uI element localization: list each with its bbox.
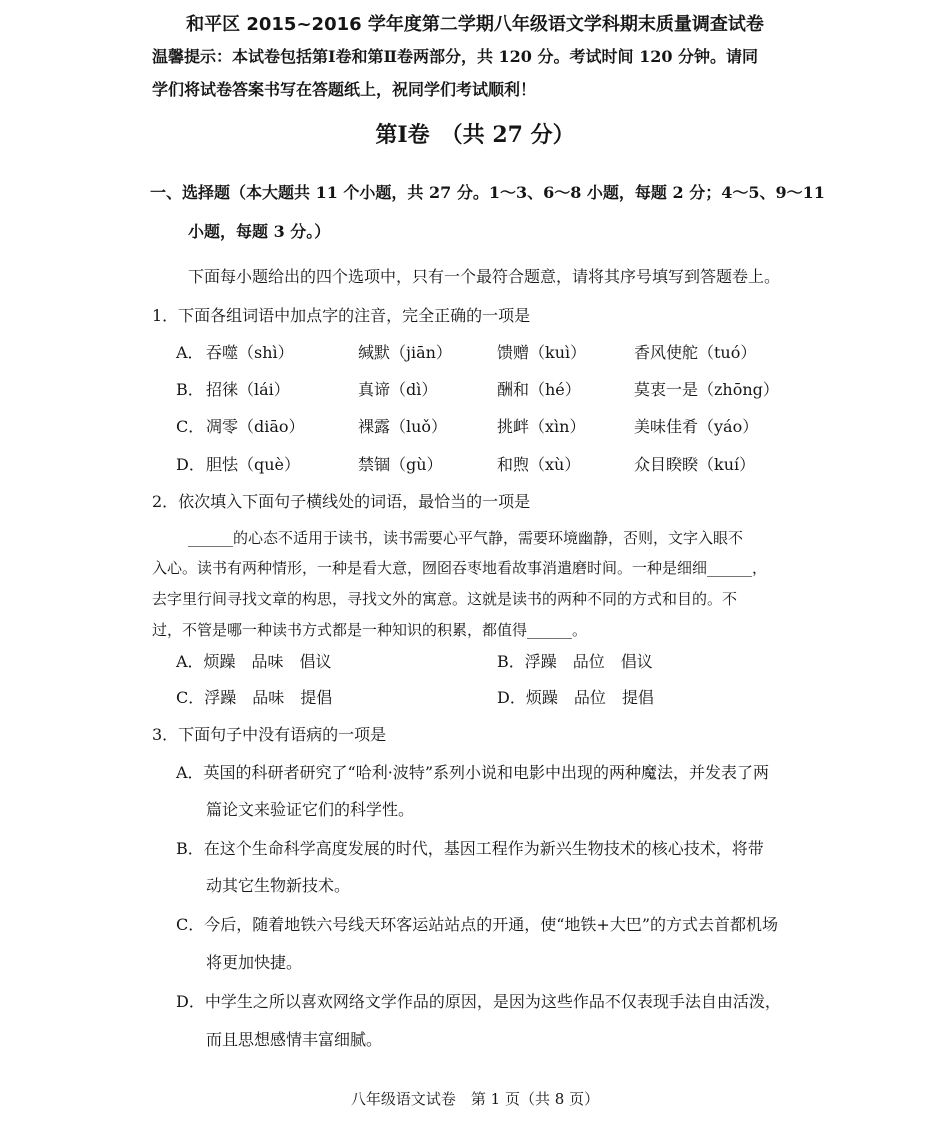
q2-option-d: D．烦躁 品位 提倡 [497, 688, 654, 707]
section-title: 第Ⅰ卷 （共 27 分） [375, 122, 575, 148]
q1-option-item: 真谛（dì） [358, 380, 438, 399]
part1-instruction: 下面每小题给出的四个选项中，只有一个最符合题意，请将其序号填写到答题卷上。 [188, 267, 781, 286]
notice-line-1: 温馨提示：本试卷包括第Ⅰ卷和第Ⅱ卷两部分，共 120 分。考试时间 120 分钟。请同 [152, 47, 759, 66]
q3-option-d-line2: 而且思想感情丰富细腻。 [206, 1030, 383, 1049]
q3-option-b-line1: B．在这个生命科学高度发展的时代，基因工程作为新兴生物技术的核心技术，将带 [176, 839, 764, 858]
exam-title: 和平区 2015~2016 学年度第二学期八年级语文学科期末质量调查试卷 [186, 14, 764, 35]
page-footer: 八年级语文试卷 第 1 页（共 8 页） [350, 1090, 600, 1108]
q1-option-item: 吞噬（shì） [206, 343, 294, 362]
q1-option-item: 酬和（hé） [497, 380, 581, 399]
q1-option-item: 禁锢（gù） [358, 455, 443, 474]
q2-passage-line4: 过，不管是哪一种读书方式都是一种知识的积累，都值得______。 [152, 621, 588, 639]
q2-passage-line2: 入心。读书有两种情形，一种是看大意，囫囵吞枣地看故事消遣磨时间。一种是细细______， [152, 559, 768, 577]
q1-stem: 1．下面各组词语中加点字的注音，完全正确的一项是 [152, 306, 531, 325]
q2-passage-line3: 去字里行间寻找文章的构思，寻找文外的寓意。这就是读书的两种不同的方式和目的。不 [152, 590, 738, 608]
q3-option-a-line1: A．英国的科研者研究了“哈利·波特”系列小说和电影中出现的两种魔法，并发表了两 [176, 763, 770, 782]
q3-option-c-line1: C．今后，随着地铁六号线天环客运站站点的开通，使“地铁+大巴”的方式去首都机场 [176, 915, 779, 934]
q3-option-b-line2: 动其它生物新技术。 [206, 876, 351, 895]
q1-option-item: 和煦（xù） [497, 455, 581, 474]
q1-option-item: 众目睽睽（kuí） [634, 455, 756, 474]
q1-option-item: 香风使舵（tuó） [634, 343, 757, 362]
q2-passage-line1: ______的心态不适用于读书，读书需要心平气静，需要环境幽静，否则，文字入眼不 [188, 529, 744, 547]
q1-option-letter: C． [176, 417, 205, 436]
q1-option-item: 馈赠（kuì） [497, 343, 587, 362]
q1-option-item: 挑衅（xìn） [497, 417, 586, 436]
q1-option-item: 缄默（jiān） [358, 343, 452, 362]
q1-option-item: 凋零（diāo） [206, 417, 305, 436]
q2-stem: 2．依次填入下面句子横线处的词语，最恰当的一项是 [152, 492, 531, 511]
part1-heading-line2: 小题，每题 3 分。） [188, 222, 331, 241]
q3-option-c-line2: 将更加快捷。 [206, 953, 303, 972]
q1-option-item: 裸露（luǒ） [358, 417, 448, 436]
q1-option-letter: B． [176, 380, 204, 399]
q2-option-b: B．浮躁 品位 倡议 [497, 652, 653, 671]
q3-option-a-line2: 篇论文来验证它们的科学性。 [206, 800, 415, 819]
q2-option-c: C．浮躁 品味 提倡 [176, 688, 333, 707]
q1-option-item: 莫衷一是（zhōng） [634, 380, 779, 399]
q1-option-item: 招徕（lái） [206, 380, 290, 399]
q1-option-item: 美味佳肴（yáo） [634, 417, 759, 436]
q2-option-a: A．烦躁 品味 倡议 [176, 652, 332, 671]
q1-option-letter: D． [176, 455, 205, 474]
q3-option-d-line1: D．中学生之所以喜欢网络文学作品的原因，是因为这些作品不仅表现手法自由活泼， [176, 992, 781, 1011]
q1-option-letter: A． [176, 343, 204, 362]
q3-stem: 3．下面句子中没有语病的一项是 [152, 725, 387, 744]
part1-heading-line1: 一、选择题（本大题共 11 个小题，共 27 分。1～3、6～8 小题，每题 2 分；4～5、9～11 [150, 183, 825, 202]
q1-option-item: 胆怯（què） [206, 455, 301, 474]
notice-line-2: 学们将试卷答案书写在答题纸上，祝同学们考试顺利！ [152, 80, 537, 99]
